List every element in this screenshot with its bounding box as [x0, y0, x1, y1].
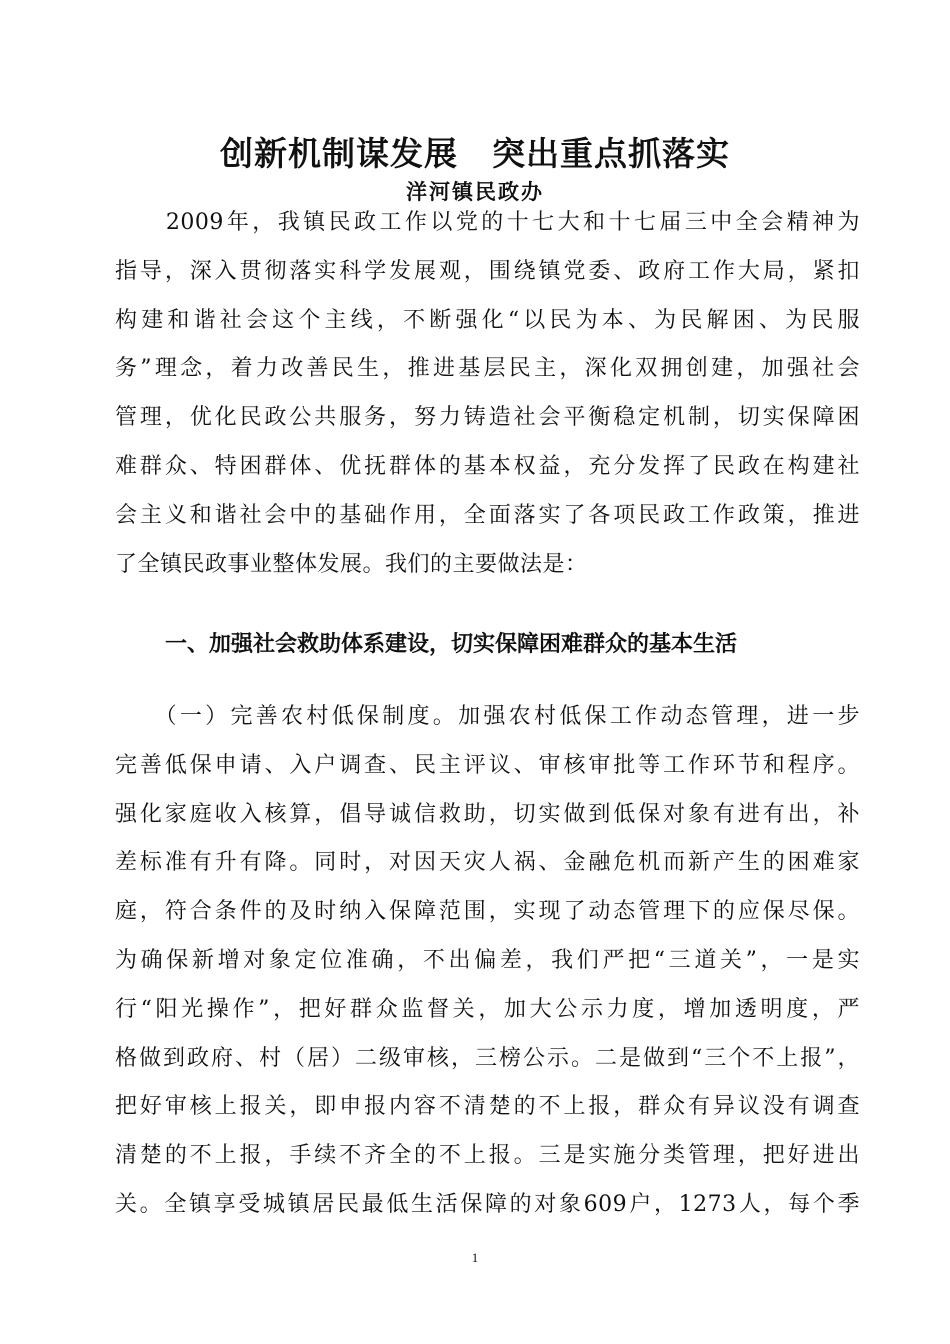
paragraph-line: 务”理念，着力改善民生，推进基层民主，深化双拥创建，加强社会 [115, 356, 860, 382]
paragraph-line: 指导，深入贯彻落实科学发展观，围绕镇党委、政府工作大局，紧扣 [115, 258, 860, 284]
paragraph-line: 关。全镇享受城镇居民最低生活保障的对象609户，1273人，每个季 [115, 1191, 860, 1217]
paragraph-line: 格做到政府、村（居）二级审核，三榜公示。二是做到“三个不上报”， [115, 1045, 860, 1071]
paragraph-line: （一）完善农村低保制度。加强农村低保工作动态管理，进一步 [115, 704, 860, 729]
paragraph-line: 清楚的不上报，手续不齐全的不上报。三是实施分类管理，把好进出 [115, 1143, 860, 1169]
paragraph-line: 难群众、特困群体、优抚群体的基本权益，充分发挥了民政在构建社 [115, 453, 860, 479]
document-title: 创新机制谋发展 突出重点抓落实 [220, 134, 730, 173]
paragraph-line: 构建和谐社会这个主线，不断强化“以民为本、为民解困、为民服 [115, 307, 860, 333]
paragraph-line: 会主义和谐社会中的基础作用，全面落实了各项民政工作政策，推进 [115, 502, 860, 528]
paragraph-line: 完善低保申请、入户调查、民主评议、审核审批等工作环节和程序。 [115, 752, 860, 778]
paragraph-line: 强化家庭收入核算，倡导诚信救助，切实做到低保对象有进有出，补 [115, 801, 860, 827]
section-heading: 一、加强社会救助体系建设，切实保障困难群众的基本生活 [165, 632, 738, 657]
paragraph-line: 为确保新增对象定位准确，不出偏差，我们严把“三道关”，一是实 [115, 947, 860, 973]
paragraph-low-income-security [115, 693, 860, 1230]
paragraph-line: 庭，符合条件的及时纳入保障范围，实现了动态管理下的应保尽保。 [115, 899, 860, 925]
document-author: 洋河镇民政办 [406, 179, 544, 204]
paragraph-line: 行“阳光操作”，把好群众监督关，加大公示力度，增加透明度，严 [115, 996, 860, 1022]
paragraph-intro [115, 199, 860, 589]
paragraph-line: 管理，优化民政公共服务，努力铸造社会平衡稳定机制，切实保障困 [115, 405, 860, 431]
paragraph-line: 差标准有升有降。同时，对因天灾人祸、金融危机而新产生的困难家 [115, 850, 860, 876]
paragraph-line: 把好审核上报关，即申报内容不清楚的不上报，群众有异议没有调查 [115, 1094, 860, 1120]
paragraph-line: 了全镇民政事业整体发展。我们的主要做法是： [115, 551, 588, 577]
page-number: 1 [471, 1250, 479, 1265]
paragraph-line: 2009年，我镇民政工作以党的十七大和十七届三中全会精神为 [115, 210, 860, 235]
